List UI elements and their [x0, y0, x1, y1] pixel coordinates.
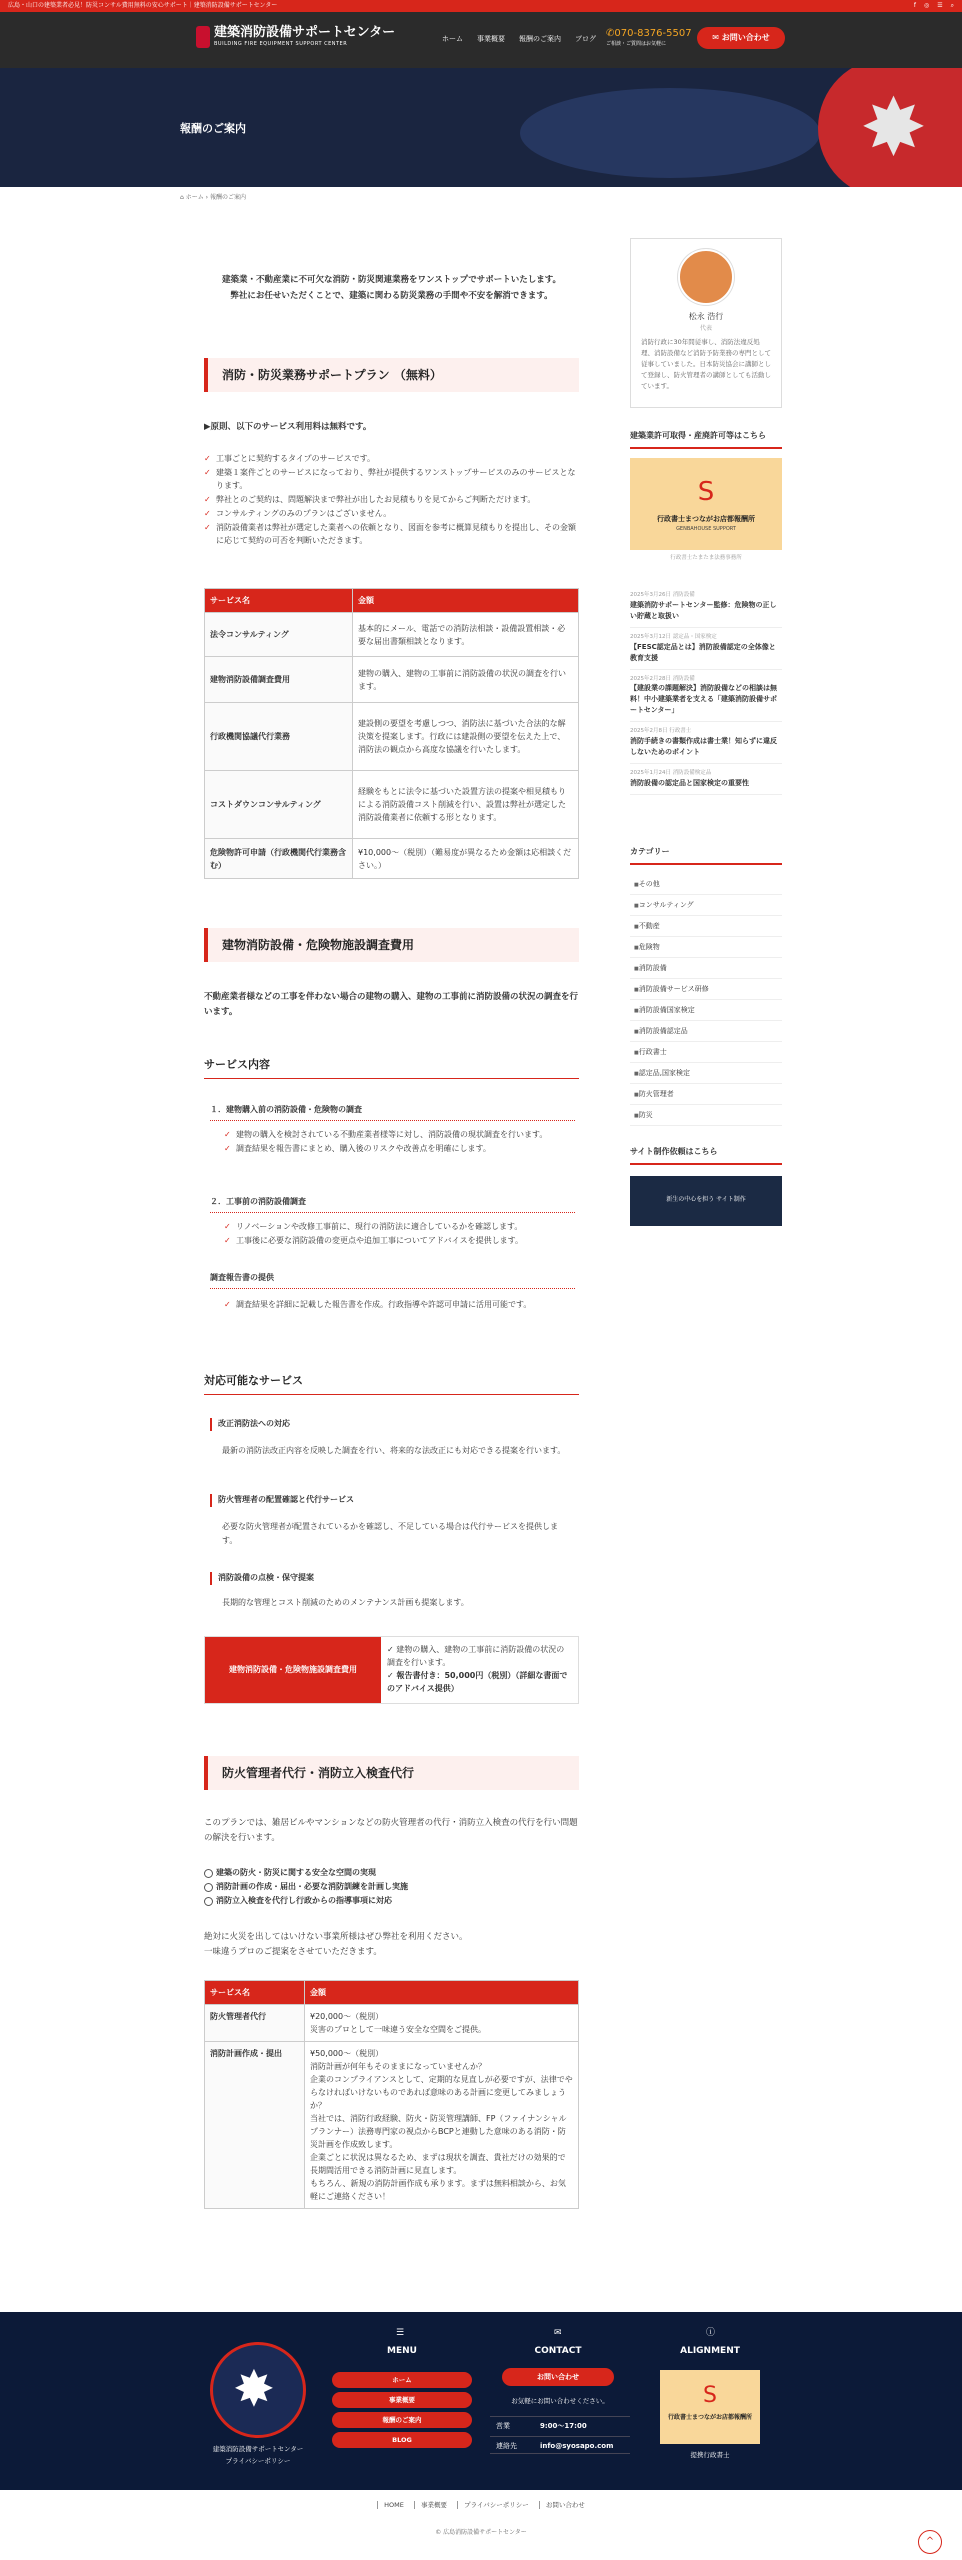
- author-profile: [630, 238, 782, 408]
- radio-item: 消防計画の作成・届出・必要な消防訓練を計画し実施: [204, 1880, 579, 1894]
- breadcrumb-separator: ›: [205, 194, 209, 201]
- subheading-pre-purchase: １．建物購入前の消防設備・危険物の調査: [210, 1104, 575, 1121]
- search-icon[interactable]: ⌕: [950, 2, 954, 9]
- text-law-revision: 最新の消防法改正内容を反映した調査を行い、将来的な法改正にも対応できる提案を行います。: [222, 1446, 566, 1455]
- footer-menu-fees[interactable]: 報酬のご案内: [332, 2412, 472, 2428]
- table-row: [205, 839, 579, 879]
- pre-construction-checklist: [224, 1220, 574, 1248]
- survey-lead: 不動産業者様などの工事を伴わない場合の建物の購入、建物の工事前に消防設備の状況の調査を行います。: [204, 992, 579, 1017]
- free-plan-table: [204, 588, 579, 879]
- check-item: ✓ 調査結果を報告書にまとめ、購入後のリスクや改善点を明確にします。: [224, 1142, 574, 1155]
- footer-contact-title: CONTACT: [534, 2346, 582, 2356]
- post-meta: 2025年3月12日 認定品・国家検定: [630, 633, 717, 640]
- post-title: 【建設業の課題解決】消防設備などの相談は無料！中小建築業者を支える「建築消防設備サポートセンター」: [630, 684, 777, 715]
- footer-link-home[interactable]: HOME: [377, 2501, 404, 2509]
- privacy-link[interactable]: プライバシーポリシー: [225, 2457, 291, 2465]
- post-item[interactable]: [630, 586, 782, 628]
- check-item: ✓ 弊社とのご契約は、問題解決まで弊社が出したお見積もりを見てからご判断ただけます。: [204, 493, 579, 506]
- partner-name: 行政書士まつながお店都報酬所: [667, 2414, 752, 2422]
- fire-manager-points: [204, 1866, 579, 1908]
- mail-icon: ✉: [554, 2328, 562, 2338]
- intro-text: [204, 272, 579, 304]
- banner-logo-icon: S: [697, 477, 715, 507]
- author-description: 消防行政に30年間従事し、消防法違反処理、消防設備など消防予防業務の専門として従事していました。日本防災協会に講師として登録し、防火管理者の講師としても活動しています。: [641, 338, 771, 391]
- footer-menu-home[interactable]: ホーム: [332, 2372, 472, 2388]
- footer-link-business[interactable]: 事業概要: [414, 2501, 447, 2509]
- heading-law-revision: 改正消防法への対応: [210, 1418, 575, 1431]
- post-meta: 2025年2月28日 消防設備: [630, 675, 695, 682]
- check-item: ✓ 工事ごとに契約するタイプのサービスです。: [204, 452, 579, 465]
- section-heading-survey: 建物消防設備・危険物施設調査費用: [204, 928, 579, 962]
- site-header: [0, 12, 962, 68]
- banner-caption: 行政書士たまたま法務事務所: [670, 555, 742, 561]
- post-title: 消防手続きの書類作成は書士業！知らずに違反しないためのポイント: [630, 737, 777, 757]
- footer-links: [0, 2500, 962, 2510]
- cell-service: コストダウンコンサルティング: [205, 771, 353, 839]
- cell-price: ¥50,000～（税別） 消防計画が何年もそのままになっていませんか？ 企業のコンプライアンスとして、定期的な見直しが必要ですが、法律でやらなければいけないものであれば意味のある計画に変更してみましょうか？ 当社では、消防行政経験、防火・防災管理講師、FP（ファイナンシャルプランナー）法務専門家の視点からBCPと連動した意味のある消防・防災計画を作成致します。 企業ごとに状況は異なるため、まずは現状を調査、貴社だけの効果的で長期間活用できる消防計画に見直します。 もちろん、新規の消防計画作成も承ります。まずは無料相談から、お気軽にご連絡ください！: [305, 2042, 579, 2209]
- rss-icon[interactable]: ☰: [937, 2, 943, 9]
- site-footer: [0, 2312, 962, 2490]
- check-item: ✓ リノベーションや改修工事前に、現行の消防法に適合しているかを確認します。: [224, 1220, 574, 1233]
- logo-emblem-icon: [196, 26, 210, 48]
- breadcrumb-home[interactable]: ホーム: [185, 194, 204, 201]
- breadcrumb: [180, 193, 246, 203]
- menu-icon: ☰: [396, 2328, 405, 2338]
- post-meta: 2025年2月8日 行政書士: [630, 728, 692, 735]
- radio-item: 消防立入検査を代行し行政からの指導事項に対応: [204, 1894, 579, 1908]
- check-item: ✓ 調査結果を詳細に記載した報告書を作成。行政指導や許認可申請に活用可能です。: [224, 1298, 574, 1311]
- available-services-heading: 対応可能なサービス: [204, 1372, 579, 1395]
- cell-service: 危険物許可申請（行政機関代行業務含む）: [205, 839, 353, 879]
- col-service: サービス名: [205, 589, 353, 613]
- post-item[interactable]: [630, 628, 782, 670]
- banner-sub: GENBAHOUSE SUPPORT: [676, 525, 736, 532]
- price-box-line: ✓ 報告書付き：50,000円（税別）（詳細な書面でのアドバイス提供）: [387, 1671, 568, 1693]
- intro-line-1: 建築業・不動産業に不可欠な消防・防災関連業務をワンストップでサポートいたします。: [221, 275, 562, 285]
- check-item: ✓ コンサルティングのみのプランはございません。: [204, 507, 579, 520]
- cell-service: 防火管理者代行: [205, 2005, 305, 2042]
- check-item: ✓ 工事後に必要な消防設備の変更点や追加工事についてアドバイスを提供します。: [224, 1234, 574, 1247]
- report-checklist: [224, 1298, 574, 1312]
- footer-menu-title: MENU: [387, 2346, 417, 2356]
- table-header: [205, 589, 579, 613]
- contact-label: お問い合わせ: [721, 33, 770, 42]
- post-meta: 2025年1月24日 消防設備検定品: [630, 770, 712, 777]
- table-row: [205, 771, 579, 839]
- home-icon: ⌂: [180, 194, 186, 201]
- survey-price-box: [204, 1636, 579, 1704]
- logo-title: 建築消防設備サポートセンター: [214, 25, 396, 40]
- site-banner-text: 新生の中心を担う サイト制作: [666, 1196, 746, 1203]
- price-box-details: [381, 1637, 578, 1703]
- email-label: 連絡先: [496, 2442, 517, 2450]
- mail-icon: ✉: [712, 33, 722, 42]
- phone-icon: ✆: [606, 28, 615, 39]
- category-item[interactable]: ■ 消防設備: [630, 958, 782, 979]
- nav-fees[interactable]: 報酬のご案内: [519, 35, 561, 43]
- email-value[interactable]: info@syosapo.com: [540, 2442, 614, 2450]
- col-price: 金額: [353, 589, 579, 613]
- cell-price: ¥20,000～（税別） 災害のプロとして一味違う安全な空間をご提供。: [305, 2005, 579, 2042]
- post-title: 【FESC認定品とは】消防設備認定の全体像と教育支援: [630, 642, 776, 662]
- category-item[interactable]: ■ 消防設備国家検定: [630, 1000, 782, 1021]
- avatar: [678, 249, 734, 305]
- instagram-icon[interactable]: ◎: [923, 2, 930, 9]
- contact-button[interactable]: [697, 27, 785, 49]
- post-item[interactable]: [630, 722, 782, 764]
- price-box-line: ✓ 建物の購入、建物の工事前に消防設備の状況の調査を行います。: [387, 1645, 565, 1667]
- author-role: 代表: [699, 324, 712, 332]
- category-list: [630, 874, 782, 1126]
- service-content-heading: サービス内容: [204, 1056, 579, 1079]
- banner-title: 行政書士まつながお店都報酬所: [657, 514, 755, 523]
- cell-service: 行政機関協議代行業務: [205, 703, 353, 771]
- post-item[interactable]: [630, 764, 782, 795]
- check-item: ✓ 消防設備業者は弊社が選定した業者への依頼となり、図面を参考に概算見積もりを提出し、その金額に応じて契約の可否を判断いただきます。: [204, 521, 579, 547]
- post-title: 消防設備の認定品と国家検定の重要性: [630, 778, 749, 787]
- footer-link-privacy[interactable]: プライバシーポリシー: [457, 2501, 529, 2509]
- category-item[interactable]: ■ コンサルティング: [630, 895, 782, 916]
- check-item: ✓ 建築１案件ごとのサービスになっており、弊社が提供するワンストップサービスのみのサービスとなります。: [204, 466, 579, 492]
- table-row: [205, 2042, 579, 2209]
- partner-logo-icon: S: [703, 2383, 717, 2408]
- sidebar-title-license: 建築業許可取得・産廃許可等はこちら: [630, 430, 782, 449]
- category-item[interactable]: ■ 不動産: [630, 916, 782, 937]
- cell-service: 消防計画作成・提出: [205, 2042, 305, 2209]
- hero-glow: [520, 88, 820, 178]
- table-row: [205, 657, 579, 703]
- hero-banner: [0, 68, 962, 187]
- hours-label: 営業: [496, 2422, 510, 2430]
- category-item[interactable]: ■ 認定品,国家検定: [630, 1063, 782, 1084]
- social-icons: [914, 0, 954, 12]
- category-item[interactable]: ■ 防火管理者: [630, 1084, 782, 1105]
- site-logo[interactable]: [196, 26, 395, 48]
- cell-price: 経験をもとに法令に基づいた設置方法の提案や相見積もりによる消防設備コスト削減を行い、設置は弊社が選定した消防設備業者に依頼する形となります。: [353, 771, 579, 839]
- copyright: © 広島消防設備サポートセンター: [435, 2529, 527, 2536]
- category-item[interactable]: ■ 行政書士: [630, 1042, 782, 1063]
- phone-number[interactable]: [606, 28, 692, 48]
- footer-emblem-text: 建築消防設備サポートセンター: [212, 2445, 304, 2453]
- cell-service: 法令コンサルティング: [205, 613, 353, 657]
- subheading-report: 調査報告書の提供: [210, 1272, 575, 1289]
- footer-partner-banner[interactable]: [660, 2370, 760, 2444]
- cell-price: 建設側の要望を考慮しつつ、消防法に基づいた合法的な解決策を提案します。行政には建設側の要望を伝えた上で、消防法の観点から高度な協議を行いたします。: [353, 703, 579, 771]
- section-heading-free-plan: 消防・防災業務サポートプラン （無料）: [204, 358, 579, 392]
- site-production-banner[interactable]: [630, 1176, 782, 1226]
- cell-service: 建物消防設備調査費用: [205, 657, 353, 703]
- post-meta: 2025年3月26日 消防設備: [630, 592, 695, 598]
- maple-leaf-icon: ✸: [233, 2360, 275, 2418]
- top-bar: [0, 0, 962, 12]
- free-plan-lead: ▶原則、以下のサービス利用料は無料です。: [204, 422, 372, 432]
- facebook-icon[interactable]: f: [913, 2, 916, 9]
- category-item[interactable]: ■ その他: [630, 874, 782, 895]
- page-title: 報酬のご案内: [180, 122, 246, 135]
- author-name: 松永 浩行: [688, 312, 724, 321]
- footer-alignment-title: ALIGNMENT: [680, 2346, 740, 2356]
- main-nav: [442, 34, 596, 45]
- maple-leaf-icon: ✸: [860, 81, 928, 174]
- sidebar-title-category: カテゴリー: [630, 846, 782, 865]
- col-price: 金額: [305, 1981, 579, 2005]
- pre-purchase-checklist: [224, 1128, 574, 1156]
- text-fire-manager: 必要な防火管理者が配置されているかを確認し、不足している場合は代行サービスを提供します。: [222, 1522, 558, 1545]
- fire-manager-closing: [204, 1930, 579, 1960]
- table-header: [205, 1981, 579, 2005]
- fire-manager-table: [204, 1980, 579, 2209]
- category-item[interactable]: ■ 危険物: [630, 937, 782, 958]
- section-heading-fire-manager: 防火管理者代行・消防立入検査代行: [204, 1756, 579, 1790]
- footer-emblem: [210, 2342, 306, 2438]
- col-service: サービス名: [205, 1981, 305, 2005]
- closing-line: 絶対に火災を出してはいけない事業所様はぜひ弊社を利用ください。: [204, 1932, 468, 1942]
- table-row: [205, 703, 579, 771]
- post-title: 建築消防サポートセンター監修：危険物の正しい貯蔵と取扱い: [630, 600, 777, 620]
- logo-subtitle: BUILDING FIRE EQUIPMENT SUPPORT CENTER: [214, 41, 348, 47]
- info-icon: ⓘ: [706, 2328, 716, 2338]
- back-to-top-button[interactable]: ^: [918, 2530, 942, 2554]
- phone-note: ご相談・ご質問はお気軽に: [606, 41, 667, 47]
- contact-note: お気軽にお問い合わせください。: [511, 2397, 609, 2405]
- gyosei-banner[interactable]: [630, 458, 782, 550]
- text-maintenance: 長期的な管理とコスト削減のためのメンテナンス計画も提案します。: [222, 1598, 469, 1607]
- cell-price: 基本的にメール、電話での消防法相談・設備設置相談・必要な届出書類相談となります。: [353, 613, 579, 657]
- subheading-pre-construction: ２．工事前の消防設備調査: [210, 1196, 575, 1213]
- free-plan-checklist: [204, 452, 579, 548]
- hours-row: [490, 2416, 630, 2434]
- partner-label: 提携行政書士: [690, 2451, 730, 2459]
- nav-home[interactable]: ホーム: [442, 35, 463, 43]
- category-item[interactable]: ■ 消防設備認定品: [630, 1021, 782, 1042]
- nav-blog[interactable]: ブログ: [575, 35, 596, 43]
- hours-value: 9:00〜17:00: [540, 2422, 587, 2430]
- intro-line-2: 弊社にお任せいただくことで、建築に関わる防災業務の手間や不安を解消できます。: [230, 291, 553, 301]
- category-item[interactable]: ■ 消防設備サービス研修: [630, 979, 782, 1000]
- closing-line: 一味違うプロのご提案をさせていただきます。: [204, 1947, 382, 1957]
- nav-business[interactable]: 事業概要: [477, 35, 505, 43]
- breadcrumb-current: 報酬のご案内: [209, 194, 246, 201]
- cell-price: ¥10,000～（税別）（難易度が異なるため金額は応相談ください。）: [353, 839, 579, 879]
- cell-price: 建物の購入、建物の工事前に消防設備の状況の調査を行います。: [353, 657, 579, 703]
- phone-text: 070-8376-5507: [614, 28, 692, 39]
- footer-link-contact[interactable]: お問い合わせ: [539, 2501, 585, 2509]
- table-row: [205, 613, 579, 657]
- sidebar-title-site: サイト制作依頼はこちら: [630, 1146, 782, 1165]
- check-item: ✓ 建物の購入を検討されている不動産業者様等に対し、消防設備の現状調査を行います。: [224, 1128, 574, 1141]
- heading-maintenance: 消防設備の点検・保守提案: [210, 1572, 575, 1585]
- fire-manager-lead: このプランでは、雑居ビルやマンションなどの防火管理者の代行・消防立入検査の代行を行い問題の解決を行います。: [204, 1818, 578, 1843]
- email-row: [490, 2436, 630, 2454]
- radio-item: 建築の防火・防災に関する安全な空間の実現: [204, 1866, 579, 1880]
- recent-posts: [630, 586, 782, 795]
- top-bar-text: 広島・山口の建築業者必見！防災コンサル費用無料の安心サポート｜建築消防設備サポートセンター: [8, 2, 278, 9]
- heading-fire-manager: 防火管理者の配置確認と代行サービス: [210, 1494, 575, 1507]
- table-row: [205, 2005, 579, 2042]
- post-item[interactable]: [630, 670, 782, 723]
- category-item[interactable]: ■ 防災: [630, 1105, 782, 1126]
- footer-menu-blog[interactable]: BLOG: [332, 2432, 472, 2448]
- footer-contact-button[interactable]: お問い合わせ: [502, 2368, 614, 2386]
- footer-menu-business[interactable]: 事業概要: [332, 2392, 472, 2408]
- price-box-title: 建物消防設備・危険物施設調査費用: [205, 1637, 381, 1703]
